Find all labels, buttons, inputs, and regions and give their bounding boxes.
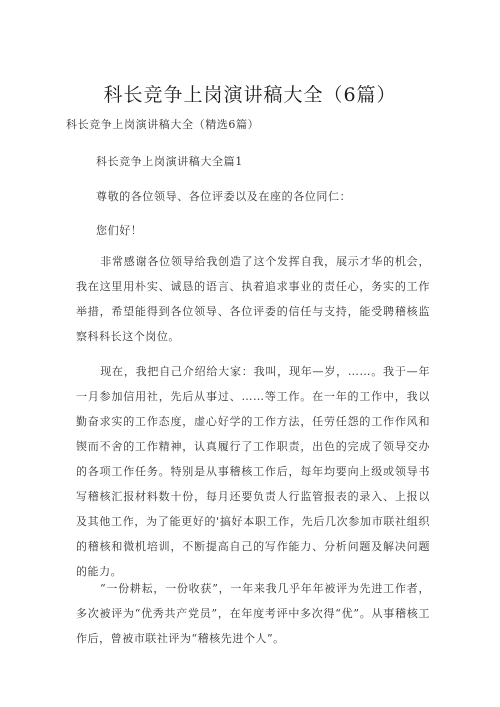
paragraph [76, 249, 430, 349]
paragraph-text: 非常感谢各位领导给我创造了这个发挥自我，展示才华的机会，我在这里用朴实、诚恳的语言、执着追求事业的责任心，务实的工作举措，希望能得到各位领导、各位评委的信任与支持，能受聘稽核监察科科长这个岗位。 [76, 255, 430, 343]
section-heading: 科长竞争上岗演讲稿大全篇1 [96, 155, 243, 168]
salutation: 尊敬的各位领导、各位评委以及在座的各位同仁： [96, 190, 352, 203]
greeting: 您们好！ [96, 224, 143, 237]
paragraph [76, 576, 430, 651]
document-title: 科长竞争上岗演讲稿大全（6篇） [103, 84, 397, 106]
paragraph-text: “一份耕耘，一份收获”，一年来我几乎年年被评为先进工作者，多次被评为“优秀共产党员”，在年度考评中多次得“优”。从事稽核工作后，曾被市联社评为“稽核先进个人”。 [76, 582, 430, 645]
document-subtitle: 科长竞争上岗演讲稿大全（精选6篇） [66, 118, 260, 131]
paragraph [76, 359, 430, 584]
paragraph-text: 现在，我把自己介绍给大家：我叫，现年—岁，……。我于—年一月参加信用社，先后从事过、……等工作。在一年的工作中，我以勤奋求实的工作态度，虚心好学的工作方法，任劳任怨的工作作风和锲而不舍的工作精神，认真履行了工作职责，出色的完成了领导交办的各项工作任务。特别是从事稽核工作后，每年均要向上级或领导书写稽核汇报材料数十份，每月还要负责人行监管报表的录入、上报以及其他工作，为了能更好的'搞好本职工作，先后几次参加市联社组织的稽核和微机培训，不断提高自己的写作能力、分析问题及解决问题的能力。 [76, 365, 430, 578]
